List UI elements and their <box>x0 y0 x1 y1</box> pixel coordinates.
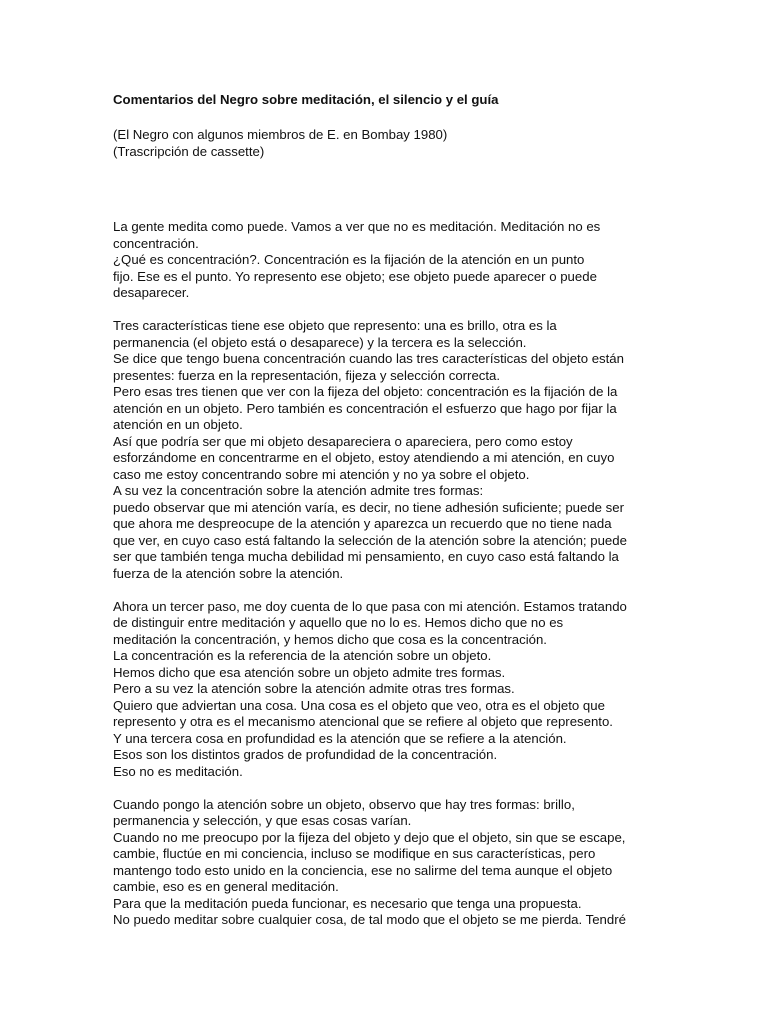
text-line: de distinguir entre meditación y aquello que no lo es. Hemos dicho que no es <box>113 615 564 630</box>
subtitle-line: (El Negro con algunos miembros de E. en Bombay 1980) <box>113 127 448 142</box>
text-line: que ver, en cuyo caso está faltando la selección de la atención sobre la atención; puede <box>113 532 627 548</box>
text-line: La concentración es la referencia de la atención sobre un objeto. <box>113 648 492 663</box>
text-line: Eso no es meditación. <box>113 763 243 779</box>
text-line: caso me estoy concentrando sobre mi atención y no ya sobre el objeto. <box>113 466 530 482</box>
text-line: A su vez la concentración sobre la atención admite tres formas: <box>113 483 484 498</box>
text-line: represento y otra es el mecanismo atencional que se refiere al objeto que represento. <box>113 714 613 729</box>
text-line: concentración. <box>113 235 199 251</box>
text-line: Ahora un tercer paso, me doy cuenta de lo que pasa con mi atención. Estamos tratando <box>113 598 627 614</box>
text-line: Así que podría ser que mi objeto desapareciera o apareciera, pero como estoy <box>113 433 573 449</box>
text-line: Cuando pongo la atención sobre un objeto, observo que hay tres formas: brillo, <box>113 796 575 812</box>
text-line: atención en un objeto. Pero también es concentración el esfuerzo que hago por fijar la <box>113 400 617 416</box>
text-line: fuerza de la atención sobre la atención. <box>113 565 344 581</box>
text-line: meditación la concentración, y hemos dicho que cosa es la concentración. <box>113 631 547 647</box>
text-line: Quiero que adviertan una cosa. Una cosa es el objeto que veo, otra es el objeto que <box>113 697 605 713</box>
paragraph <box>113 318 658 582</box>
text-line: mantengo todo esto unido en la conciencia, ese no salirme del tema aunque el objeto <box>113 862 613 878</box>
document-body <box>113 219 658 929</box>
text-line: desaparecer. <box>113 285 190 300</box>
text-line: cambie, eso es en general meditación. <box>113 879 339 894</box>
text-line: Y una tercera cosa en profundidad es la atención que se refiere a la atención. <box>113 730 567 746</box>
text-line: Tres características tiene ese objeto que represento: una es brillo, otra es la <box>113 318 557 333</box>
document-title: Comentarios del Negro sobre meditación, el silencio y el guía <box>113 92 499 107</box>
text-line: ser que también tenga mucha debilidad mi pensamiento, en cuyo caso está faltando la <box>113 549 619 564</box>
text-line: permanencia (el objeto está o desaparece) y la tercera es la selección. <box>113 334 527 350</box>
text-line: cambie, fluctúe en mi conciencia, incluso se modifique en sus características, pero <box>113 846 596 861</box>
text-line: La gente medita como puede. Vamos a ver que no es meditación. Meditación no es <box>113 219 601 234</box>
text-line: No puedo meditar sobre cualquier cosa, de tal modo que el objeto se me pierda. Tendré <box>113 912 626 927</box>
text-line: esforzándome en concentrarme en el objeto, estoy atendiendo a mi atención, en cuyo <box>113 450 615 465</box>
text-line: que ahora me despreocupe de la atención y aparezca un recuerdo que no tiene nada <box>113 516 612 531</box>
text-line: presentes: fuerza en la representación, fijeza y selección correcta. <box>113 367 501 383</box>
text-line: Pero a su vez la atención sobre la atención admite otras tres formas. <box>113 681 515 696</box>
text-line: permanencia y selección, y que esas cosas varían. <box>113 813 412 828</box>
text-line: atención en un objeto. <box>113 417 243 432</box>
text-line: Se dice que tengo buena concentración cuando las tres características del objeto están <box>113 351 624 366</box>
paragraph <box>113 797 658 929</box>
text-line: Cuando no me preocupo por la fijeza del objeto y dejo que el objeto, sin que se escape, <box>113 829 626 845</box>
text-line: Esos son los distintos grados de profundidad de la concentración. <box>113 747 498 762</box>
subtitle-line: (Trascripción de cassette) <box>113 143 265 159</box>
paragraph <box>113 599 658 781</box>
text-line: Hemos dicho que esa atención sobre un objeto admite tres formas. <box>113 664 506 680</box>
paragraph <box>113 219 658 302</box>
text-line: Para que la meditación pueda funcionar, es necesario que tenga una propuesta. <box>113 895 582 911</box>
text-line: fijo. Ese es el punto. Yo represento ese objeto; ese objeto puede aparecer o puede <box>113 268 597 284</box>
text-line: Pero esas tres tienen que ver con la fijeza del objeto: concentración es la fijación de la <box>113 384 618 399</box>
text-line: puedo observar que mi atención varía, es decir, no tiene adhesión suficiente; puede ser <box>113 499 624 515</box>
text-line: ¿Qué es concentración?. Concentración es la fijación de la atención en un punto <box>113 252 585 267</box>
document-page <box>113 92 658 945</box>
document-subtitle <box>113 127 658 160</box>
